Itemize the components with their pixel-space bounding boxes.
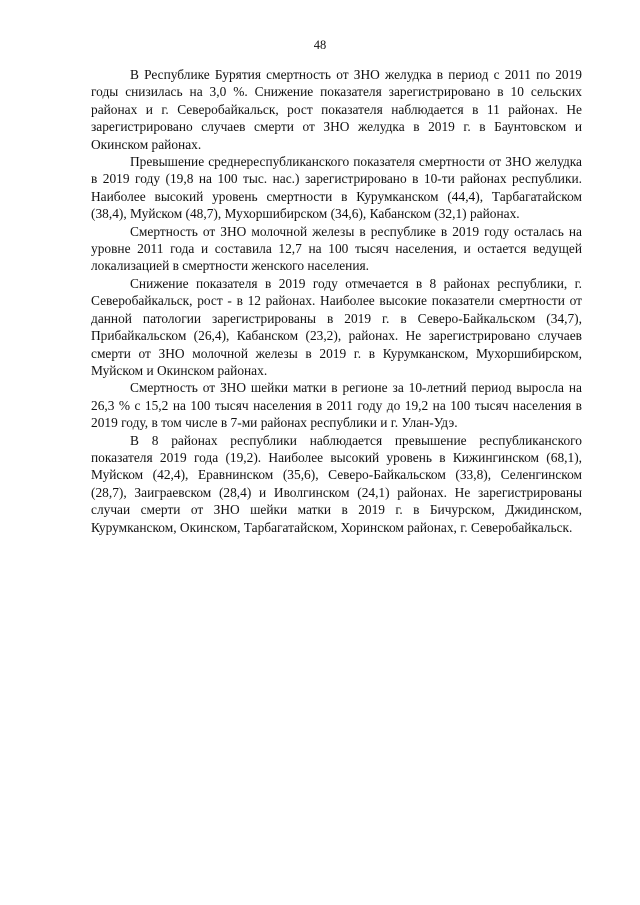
paragraph-stomach-cancer-mortality: В Республике Бурятия смертность от ЗНО желудка в период с 2011 по 2019 годы снизилась на 3,0 %. Снижение показателя зарегистрировано в 10 сельских районах и г. Северобайкальск, рост показателя наблюдается в 11 районах. Не зарегистрировано случаев смерти от ЗНО желудка в 2019 г. в Баунтовском и Окинском районах.: [91, 67, 582, 152]
paragraph-stomach-cancer-districts: Превышение среднереспубликанского показателя смертности от ЗНО желудка в 2019 году (19,8 на 100 тыс. нас.) зарегистрировано в 10-ти районах республики. Наиболее высокий уровень смертности в Курумканском (44,4), Тарбагатайском (38,4), Муйском (48,7), Мухоршибирском (34,6), Кабанском (32,1) районах.: [91, 154, 582, 222]
paragraph-breast-cancer-mortality: Смертность от ЗНО молочной железы в республике в 2019 году осталась на уровне 2011 года и составила 12,7 на 100 тысяч населения, и остается ведущей локализацией в смертности женского населения.: [91, 223, 582, 274]
document-body: [91, 66, 582, 536]
page-number: 48: [313, 38, 327, 52]
paragraph-cervical-cancer-districts: В 8 районах республики наблюдается превышение республиканского показателя 2019 года (19,2). Наиболее высокий уровень в Кижингинском (68,1), Муйском (42,4), Еравнинском (35,6), Северо-Байкальском (33,8), Селенгинском (28,7), Заиграевском (28,4) и Иволгинском (24,1) районах. Не зарегистрированы случаи смерти от ЗНО шейки матки в 2019 г. в Бичурском, Джидинском, Курумканском, Окинском, Тарбагатайском, Хоринском районах, г. Северобайкальск.: [91, 432, 582, 535]
paragraph-breast-cancer-districts: Снижение показателя в 2019 году отмечается в 8 районах республики, г. Северобайкальск, рост - в 12 районах. Наиболее высокие показатели смертности от данной патологии зарегистрированы в 2019 г. в Северо-Байкальском (34,7), Прибайкальском (26,4), Кабанском (23,2), районах. Не зарегистрировано случаев смерти от ЗНО молочной железы в 2019 г. в Курумканском, Мухоршибирском, Муйском и Окинском районах.: [91, 275, 582, 378]
paragraph-cervical-cancer-mortality: Смертность от ЗНО шейки матки в регионе за 10-летний период выросла на 26,3 % с 15,2 на 100 тысяч населения в 2011 году до 19,2 на 100 тысяч населения в 2019 году, в том числе в 7-ми районах республики и г. Улан-Удэ.: [91, 380, 582, 431]
